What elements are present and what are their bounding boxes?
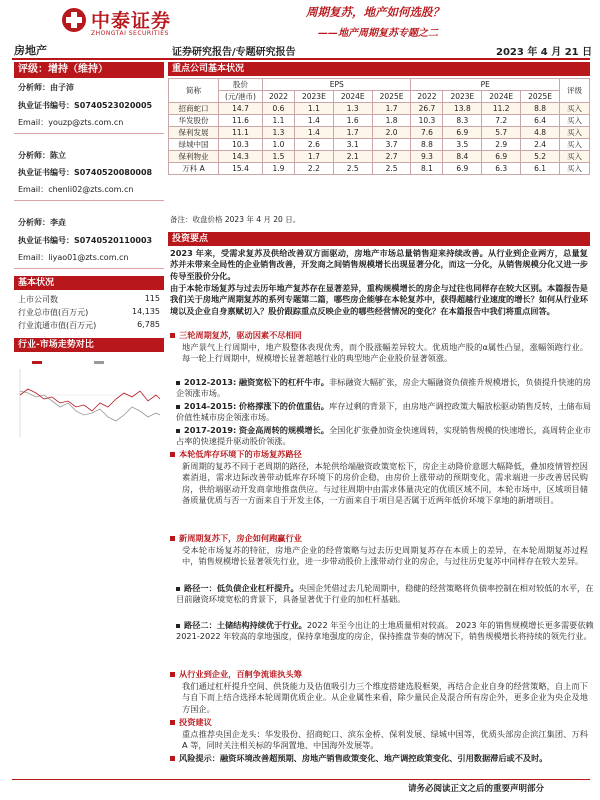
cell: 1.1 [263,115,295,127]
year-pe-2025: 2025E [521,91,560,103]
bullet-square-icon [170,756,175,761]
cell-rating: 买入 [560,103,590,115]
cell-name: 万科 A [169,163,219,175]
summary-header: 投资要点 [168,232,590,246]
cell: 8.3 [443,115,482,127]
col-eps: EPS [263,79,411,91]
email-value[interactable]: chenli02@zts.com.cn [48,185,134,194]
cell: 1.8 [372,115,411,127]
cycle-item-3 [176,425,594,448]
cell: 2.5 [372,163,411,175]
cycle-2-title: 价格撑涨下的价值重估。 [238,401,329,411]
cycle-1-title: 融资宽松下的杠杆牛市。 [238,377,329,387]
year-eps-2024: 2024E [333,91,372,103]
bullet-square-icon [170,333,175,338]
table-row [169,151,590,163]
cell-price: 11.1 [219,127,263,139]
cell: 6.4 [521,115,560,127]
cell: 10.3 [411,115,443,127]
cell: 1.7 [372,103,411,115]
cell: 2.6 [294,139,333,151]
analyst-1-license [18,100,152,111]
risk-item [170,753,588,764]
license-label: 执业证书编号： [18,236,74,245]
path-2-label: 路径二：土储结构持续优于行业。 [184,620,307,630]
table-row [169,163,590,175]
analyst-divider [14,133,164,134]
cell: 1.7 [333,127,372,139]
cell: 1.9 [263,163,295,175]
basic-status-header: 基本状况 [14,276,164,290]
analyst-3-license [18,235,152,246]
cell: 1.1 [294,103,333,115]
bullet-square-icon [170,452,175,457]
report-title: 周期复苏，地产如何选股？ [306,5,444,19]
analyst-1-name: 分析师：由子沛 [18,83,74,92]
cell-price: 11.6 [219,115,263,127]
year-eps-2023: 2023E [294,91,333,103]
table-note: 备注：收盘价格 2023 年 4 月 20 日。 [170,215,301,224]
cell: 0.6 [263,103,295,115]
section-h5-body: 重点推荐央国企龙头：华发股份、招商蛇口、滨东金桥、保利发展、绿城中国等，优质头部房企滨江集团、万科 A 等，同时关注相关标的华润置地、中国海外发展等。 [182,729,588,751]
cell: 1.4 [294,115,333,127]
email-label: Email： [18,118,49,127]
year-pe-2023: 2023E [443,91,482,103]
analyst-divider [14,268,164,269]
trend-chart [14,355,164,445]
license-number: S0740520110003 [74,236,153,245]
section-h5-text: 投资建议 [179,717,212,727]
analyst-2-license [18,167,152,178]
basic-row-listed [18,294,160,305]
summary-para-1: 2023 年来，受需求复苏及供给改善双方面驱动，房地产市场总量销售迎来持续改善。从行业到企业两方，总量复苏并未带来全局性的企业销售改善，开发商之间销售规模增长出现显著分化，而这一分化，从销售规模分化又进一步传导至股价分化。 [170,248,588,281]
table-head-row-1 [169,79,590,91]
bullet-square-icon [170,536,175,541]
cycle-1-label: 2012-2013: [184,377,237,387]
email-label: Email： [18,253,49,262]
logo-text-en: ZHONGTAI SECURITIES [91,30,169,37]
section-h1 [170,330,588,341]
cell: 6.9 [443,163,482,175]
license-label: 执业证书编号： [18,101,74,110]
analyst-3-email[interactable] [18,252,129,263]
basic-key: 行业流通市值(百万元) [18,321,97,330]
basic-value: 14,135 [132,307,160,316]
table-row [169,115,590,127]
cell: 1.4 [294,127,333,139]
path-1-label: 路径一：低负债企业杠杆提升。 [184,583,299,593]
footer-disclaimer: 请务必阅读正文之后的重要声明部分 [408,784,545,794]
section-h3-body: 受本轮市场复苏的特征，房地产企业的经营策略与过去历史周期复苏存在本质上的差异，在本轮周期复苏过程中，销售规模增长显著领先行业，进一步带动股价上涨带动行业的房企，与过往历史复苏中同样存在较大差异。 [182,545,588,567]
cell: 8.1 [411,163,443,175]
cell: 2.5 [333,163,372,175]
year-pe-2024: 2024E [482,91,521,103]
bullet-dot-icon [176,587,180,591]
trend-chart-svg [14,355,164,445]
cell: 5.7 [482,127,521,139]
bullet-dot-icon [176,381,180,385]
section-h3 [170,533,588,544]
cell: 1.6 [333,115,372,127]
col-pe: PE [411,79,560,91]
license-number: S0740520080008 [74,168,153,177]
cell-name: 保利发展 [169,127,219,139]
cell-price: 14.3 [219,151,263,163]
section-h1-text: 三轮周期复苏，驱动因素不尽相同 [179,330,302,340]
cell: 26.7 [411,103,443,115]
cell: 2.7 [372,151,411,163]
bullet-dot-icon [176,405,180,409]
cell: 2.1 [333,151,372,163]
cell-name: 保利物业 [169,151,219,163]
path-2-text: 2022 年至今出让的土地质量相对较高。 2023 年的销售规模增长更多需要依赖 2021-2022 年较高的拿地强度，保持拿地强度的房企，保持推盘节奏的情况下，销售规模增长将持续的领先行业。 [176,620,594,642]
cell: 1.0 [263,139,295,151]
company-logo [62,6,174,46]
col-name: 简称 [169,79,219,103]
section-h4-text: 从行业到企业，百舸争流谁执头筹 [179,669,302,679]
cell: 2.2 [294,163,333,175]
cycle-3-label: 2017-2019: [184,425,237,435]
market-series [20,391,160,421]
cell-rating: 买入 [560,163,590,175]
cell: 6.3 [482,163,521,175]
cell: 8.8 [411,139,443,151]
section-h2-body: 新周期的复苏不同于老周期的路径，本轮供给端融资政策宽松下，房企主动降价意愿大幅降低，叠加疫情管控因素消退，需求边际改善带动低库存环境下的房价企稳，由房价上涨带动的预期变化，需求端进一步改善居民购房，供给端驱动开发商拿地推盘供应。与过往周期中由需求体量决定的优质区域不同，本轮市场中，区域项目储备质量优质与否一方面来自于开发主体，一方面来自于项目是否属于近两年低价环境下拿地的新增项目。 [182,461,588,506]
sector-series [20,389,160,411]
logo-text-cn: 中泰证券 [91,10,172,32]
cell: 1.3 [263,127,295,139]
section-h4-body: 我们通过杠杆提升空间、供货能力及估值吸引力三个维度搭建选股框架，再结合企业自身的经营策略，自上而下与自下而上结合选择本轮周期优质企业。从企业属性来看，除少量民企及混合所有房企外，更多企业为央企及地方国企。 [182,681,588,714]
risk-text: 融资环境改善超预期、房地产销售政策变化、地产调控政策变化、引用数据滞后或不及时。 [219,753,548,763]
risk-label: 风险提示： [179,753,220,763]
cell-rating: 买入 [560,151,590,163]
cell: 1.3 [333,103,372,115]
company-table-header: 重点公司基本状况 [168,62,590,76]
cell: 13.8 [443,103,482,115]
bullet-dot-icon [176,624,180,628]
section-h2 [170,449,588,460]
cell-price: 10.3 [219,139,263,151]
email-value[interactable]: liyao01@zts.com.cn [48,253,129,262]
email-value[interactable]: youzp@zts.com.cn [48,118,124,127]
cell-rating: 买入 [560,115,590,127]
path-item-2 [176,620,594,643]
col-price: 股价 [219,79,263,91]
basic-key: 行业总市值(百万元) [18,308,89,317]
year-pe-2022: 2022 [411,91,443,103]
bullet-square-icon [170,672,175,677]
analyst-3-name: 分析师：李垚 [18,218,66,227]
cycle-2-label: 2014-2015: [184,401,237,411]
section-h2-text: 本轮低库存环境下的市场复苏路径 [179,449,302,459]
bullet-square-icon [170,720,175,725]
cycle-3-text: 全国化扩张叠加资金快速周转，实现销售规模的快速增长，高周转企业市占率的快速提升驱动股价领涨。 [176,425,591,447]
cycle-item-1 [176,377,594,400]
summary-para-2: 由于本轮市场复苏与过去历年地产复苏存在显著差异，重构规模增长的房企与过往也同样存在较大区别。本篇报告是我们关于房地产周期复苏的系列专题第二篇，哪些房企能够在本轮复苏中，获得超越行业速度的增长？如何从行业环境以及企业自身禀赋切入？股价跟踪重点反映企业的哪些经营情况的变化？在本篇报告中我们将重点回答。 [170,283,588,316]
cell-rating: 买入 [560,139,590,151]
company-table [168,78,590,175]
cell-name: 绿城中国 [169,139,219,151]
cell: 11.2 [482,103,521,115]
cell: 3.1 [333,139,372,151]
cell: 7.2 [482,115,521,127]
page-header [0,0,600,60]
cycle-2-text: 库存过剩的背景下，由房地产调控政策大幅放松驱动销售反转，土储布局价值性城市房企领涨市场。 [176,401,591,423]
table-head-row-2 [169,91,590,103]
section-h5 [170,717,588,728]
cycle-3-title: 资金高周转的规模增长。 [238,425,329,435]
bullet-dot-icon [176,429,180,433]
legend-swatch-sector [32,361,42,364]
report-subtitle: ——地产周期复苏专题之二 [318,28,438,39]
section-h1-body: 地产景气上行周期中，地产股整体表现优秀，而个股涨幅差异较大。优质地产股的α属性凸显，涨幅领跑行业。每一轮上行周期中，规模增长显著超越行业的典型地产企业股价显著领涨。 [182,342,588,364]
cell-name: 招商蛇口 [169,103,219,115]
cycle-item-2 [176,401,594,424]
basic-row-float-mv [18,320,160,331]
cell: 8.8 [521,103,560,115]
path-item-1 [176,583,594,606]
analyst-2-name: 分析师：陈立 [18,151,66,160]
basic-key: 上市公司数 [18,295,58,304]
email-label: Email： [18,185,49,194]
report-type: 证券研究报告/专题研究报告 [172,47,296,58]
basic-row-total-mv [18,307,160,318]
cell: 3.7 [372,139,411,151]
cell: 5.2 [521,151,560,163]
cell: 6.9 [443,127,482,139]
license-number: S0740523020005 [74,101,153,110]
basic-value: 6,785 [137,320,160,329]
footer-divider [12,779,590,780]
path-1-text: 央国企凭借过去几轮周期中，稳健的经营策略将负债率控制在相对较低的水平，在目前融资环境宽松的背景下，具备显著优于行业的加杠杆基础。 [176,583,594,605]
cell: 2.0 [372,127,411,139]
report-date: 2023 年 4 月 21 日 [496,47,593,58]
analyst-divider [14,200,164,201]
cell: 6.9 [482,151,521,163]
license-label: 执业证书编号： [18,168,74,177]
table-row [169,139,590,151]
trend-header: 行业-市场走势对比 [14,338,164,352]
cell: 8.4 [443,151,482,163]
table-row [169,103,590,115]
basic-value: 115 [144,294,160,303]
cell-price: 14.7 [219,103,263,115]
section-h3-text: 新周期复苏下，房企如何跑赢行业 [179,533,302,543]
cell-rating: 买入 [560,127,590,139]
rating-bar: 评级：增持（维持） [14,62,164,78]
year-eps-2025: 2025E [372,91,411,103]
cell: 2.4 [521,139,560,151]
cell: 6.1 [521,163,560,175]
cell: 1.5 [263,151,295,163]
cell: 3.5 [443,139,482,151]
logo-cross-icon [62,8,86,32]
cell: 1.7 [294,151,333,163]
cell: 9.3 [411,151,443,163]
cell: 7.6 [411,127,443,139]
cell-price: 15.4 [219,163,263,175]
cell: 2.9 [482,139,521,151]
section-h4 [170,669,588,680]
sector-label: 房地产 [14,44,47,57]
cell: 4.8 [521,127,560,139]
analyst-1-email[interactable] [18,117,123,128]
analyst-2-email[interactable] [18,184,133,195]
cycle-1-text: 非标融资大幅扩张，房企大幅融资负债推升规模增长，负债提升快速的房企领涨市场。 [176,377,591,399]
header-divider [12,58,590,60]
col-rating: 评级 [560,79,590,103]
col-price-unit: (元/港币) [219,91,263,103]
legend-swatch-market [94,361,104,364]
cell-name: 华发股份 [169,115,219,127]
year-eps-2022: 2022 [263,91,295,103]
table-row [169,127,590,139]
